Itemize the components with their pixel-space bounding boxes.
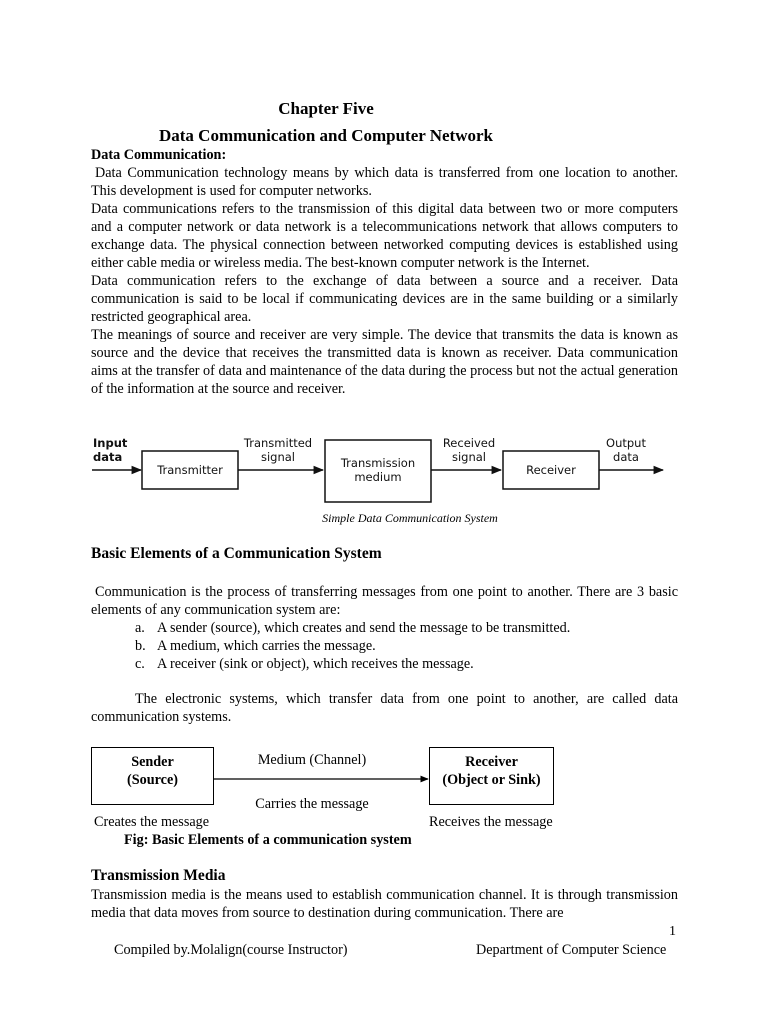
chapter-number: Chapter Five (278, 99, 374, 118)
paragraph: Transmission media is the means used to establish communication channel. It is through transmission media that data moves from source to destination during communication. There are (91, 887, 678, 921)
paragraph: Communication is the process of transferring messages from one point to another. There are 3 basic elements of any communication system are: (91, 584, 678, 618)
list-item-text: A receiver (sink or object), which receives the message. (157, 656, 474, 672)
list-marker: a. (135, 620, 145, 636)
label-line: Received (442, 436, 496, 450)
receiver-label (429, 753, 554, 789)
medium-label (325, 456, 431, 484)
received-signal-label (428, 436, 510, 464)
label-line: (Object or Sink) (442, 772, 541, 788)
carries-label: Carries the message (255, 796, 369, 812)
receives-label: Receives the message (429, 814, 553, 830)
receiver-box (503, 451, 599, 489)
figure-caption: Fig: Basic Elements of a communication system (124, 832, 412, 848)
medium-label: Medium (Channel) (257, 752, 367, 768)
section-heading-transmission-media: Transmission Media (91, 867, 226, 884)
receiver-label: Receiver (526, 463, 576, 477)
list-marker: b. (135, 638, 146, 654)
list-item-text: A sender (source), which creates and send the message to be transmitted. (157, 620, 571, 636)
transmitted-signal-label (234, 436, 322, 464)
input-label (93, 436, 127, 464)
paragraph: The electronic systems, which transfer data from one point to another, are called data communication systems. (91, 691, 678, 725)
paragraph: The meanings of source and receiver are very simple. The device that transmits the data is known as source and the device that receives the transmitted data is known as receiver. Data communication aims at the transfer of data and maintenance of the data during the process but not the actual generation of the information at the source and receiver. (91, 327, 678, 397)
footer-department: Department of Computer Science (476, 942, 667, 958)
label-line: Output (606, 436, 646, 450)
transmitter-box (142, 451, 238, 489)
footer-compiled: Compiled by.Molalign(course Instructor) (114, 942, 348, 958)
section-heading-basic-elements: Basic Elements of a Communication System (91, 545, 382, 562)
paragraph: Data Communication technology means by which data is transferred from one location to another. This development is used for computer networks. (91, 165, 678, 199)
label-line: signal (260, 450, 296, 464)
page-number: 1 (669, 924, 676, 939)
label-line: Transmission (340, 456, 416, 470)
input-label-line: Input (93, 436, 128, 450)
output-label (597, 436, 655, 464)
chapter-title: Data Communication and Computer Network (158, 126, 493, 145)
section-heading: Data Communication: (91, 147, 227, 163)
paragraph: Data communications refers to the transmission of this digital data between two or more computers and a computer network or data network is a telecommunications network that allows computers to exchange data. The physical connection between networked computing devices is established using either cable media or wireless media. The best-known computer network is the Internet. (91, 201, 678, 271)
transmitter-label: Transmitter (157, 463, 223, 477)
elements-list (135, 619, 570, 673)
label-line: (Source) (127, 772, 178, 788)
input-label-line: data (93, 450, 123, 464)
label-line: medium (354, 470, 402, 484)
label-line: Transmitted (243, 436, 313, 450)
label-line: Sender (131, 754, 174, 770)
label-line: Receiver (465, 754, 518, 770)
creates-label: Creates the message (94, 814, 210, 830)
medium-box (325, 440, 431, 502)
label-line: signal (451, 450, 487, 464)
paragraph: Data communication refers to the exchange of data between a source and a receiver. Data communication is said to be local if communicating devices are in the same building or a similarly restricted geographical area. (91, 273, 678, 325)
list-item (135, 655, 570, 673)
list-item (135, 637, 570, 655)
list-marker: c. (135, 656, 145, 672)
basic-elements-diagram (0, 740, 768, 850)
section-data-communication (91, 146, 678, 398)
list-item (135, 619, 570, 637)
diagram-caption: Simple Data Communication System (322, 511, 498, 525)
list-item-text: A medium, which carries the message. (157, 638, 376, 654)
label-line: data (613, 450, 639, 464)
